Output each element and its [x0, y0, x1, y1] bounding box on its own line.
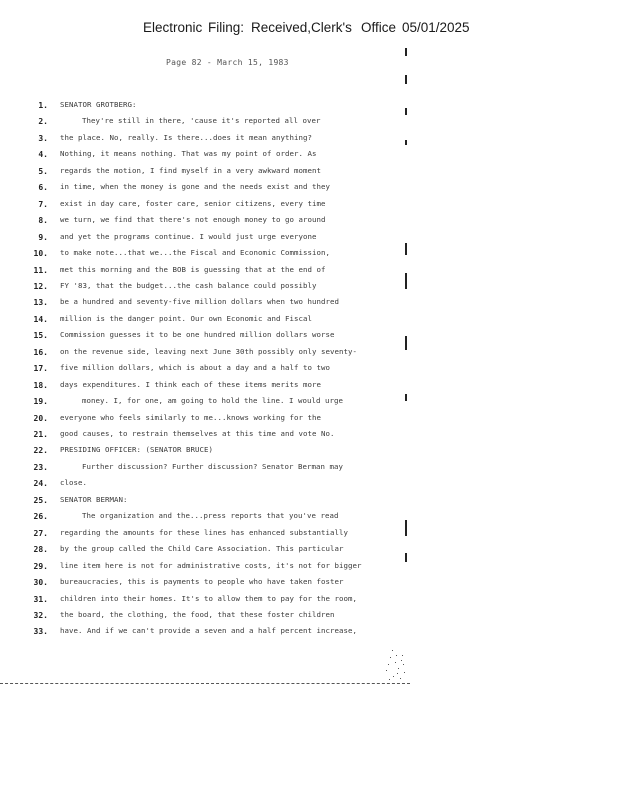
transcript-line: to make note...that we...the Fiscal and Economic Commission,	[60, 248, 330, 258]
stamp-date: 05/01/2025	[402, 20, 470, 35]
transcript-line: money. I, for one, am going to hold the line. I would urge	[82, 396, 343, 406]
margin-mark	[405, 520, 407, 536]
line-number: 23.	[33, 462, 48, 472]
transcript-line: on the revenue side, leaving next June 30th possibly only seventy-	[60, 346, 357, 356]
stamp-electronic: Electronic	[143, 20, 203, 35]
transcript-line: everyone who feels similarly to me...knows working for the	[60, 412, 321, 422]
page-bottom-edge	[0, 683, 410, 684]
speckle	[402, 655, 403, 656]
filing-stamp	[0, 20, 618, 40]
transcript-line: children into their homes. It's to allow them to pay for the room,	[60, 593, 357, 603]
transcript-line: SENATOR BERMAN:	[60, 494, 128, 504]
line-number: 30.	[33, 578, 48, 588]
transcript-line: met this morning and the BOB is guessing that at the end of	[60, 264, 326, 274]
transcript-line: million is the danger point. Our own Economic and Fiscal	[60, 313, 312, 323]
speckle	[386, 670, 387, 671]
stamp-filing: Filing:	[208, 20, 245, 35]
speckle	[396, 655, 397, 656]
line-number: 4.	[38, 150, 48, 160]
transcript-line: in time, when the money is gone and the needs exist and they	[60, 182, 330, 192]
transcript-line: the place. No, really. Is there...does it mean anything?	[60, 132, 312, 142]
line-number: 15.	[33, 331, 48, 341]
line-number: 5.	[38, 166, 48, 176]
line-number: 22.	[33, 446, 48, 456]
speckle	[393, 676, 394, 677]
transcript-line: good causes, to restrain themselves at this time and vote No.	[60, 429, 335, 438]
line-number: 17.	[33, 364, 48, 374]
transcript-line: by the group called the Child Care Association. This particular	[60, 544, 344, 554]
line-number: 19.	[33, 397, 48, 407]
line-number: 1.	[38, 101, 48, 110]
margin-mark	[405, 75, 407, 84]
line-number: 11.	[33, 265, 48, 275]
line-number: 31.	[33, 594, 48, 604]
margin-mark	[405, 273, 407, 289]
transcript-line: the board, the clothing, the food, that these foster children	[60, 609, 335, 619]
transcript-line: bureaucracies, this is payments to people who have taken foster	[60, 577, 344, 587]
margin-mark	[405, 140, 407, 145]
speckle	[397, 673, 398, 674]
line-number: 25.	[33, 495, 48, 505]
transcript-line: close.	[60, 478, 87, 488]
stamp-office: Office	[361, 20, 397, 35]
transcript-line: have. And if we can't provide a seven and a half percent increase,	[60, 626, 357, 636]
transcript-line: days expenditures. I think each of these items merits more	[60, 379, 321, 389]
page-header: Page 82 - March 15, 1983	[166, 58, 289, 67]
line-number: 7.	[38, 199, 48, 209]
margin-mark	[405, 553, 407, 562]
speckle	[403, 664, 404, 665]
transcript-line: FY '83, that the budget...the cash balance could possibly	[60, 280, 317, 290]
transcript-line: we turn, we find that there's not enough money to go around	[60, 215, 326, 225]
margin-mark	[405, 48, 407, 56]
margin-mark	[405, 243, 407, 255]
transcript-line: The organization and the...press reports that you've read	[82, 511, 339, 521]
transcript-line: line item here is not for administrative costs, it's not for bigger	[60, 560, 362, 570]
speckle	[392, 650, 393, 651]
speckle	[401, 660, 402, 661]
line-number: 32.	[33, 610, 48, 620]
margin-mark	[405, 394, 407, 401]
line-number: 20.	[33, 413, 48, 423]
transcript-line: They're still in there, 'cause it's reported all over	[82, 116, 321, 126]
line-number: 2.	[38, 117, 48, 127]
line-number: 9.	[38, 232, 48, 242]
transcript-line: regards the motion, I find myself in a very awkward moment	[60, 165, 321, 175]
line-number: 18.	[33, 380, 48, 390]
stamp-received: Received,Clerk's	[251, 20, 352, 35]
line-number: 6.	[38, 183, 48, 193]
line-number: 8.	[38, 216, 48, 226]
speckle	[395, 662, 396, 663]
speckle	[388, 664, 389, 665]
speckle	[390, 657, 391, 658]
line-number: 3.	[38, 133, 48, 143]
transcript-line: SENATOR GROTBERG:	[60, 100, 137, 109]
transcript-line: PRESIDING OFFICER: (SENATOR BRUCE)	[60, 445, 213, 455]
margin-mark	[405, 336, 407, 350]
line-number: 16.	[33, 347, 48, 357]
line-number: 27.	[33, 528, 48, 538]
speckle	[398, 668, 399, 669]
transcript-line: Further discussion? Further discussion? Senator Berman may	[82, 461, 343, 471]
speckle	[400, 678, 401, 679]
line-number: 14.	[33, 314, 48, 324]
line-number: 12.	[33, 281, 48, 291]
line-number: 28.	[33, 545, 48, 555]
line-number: 24.	[33, 479, 48, 489]
transcript-line: exist in day care, foster care, senior citizens, every time	[60, 198, 326, 208]
line-number: 10.	[33, 249, 48, 259]
margin-mark	[405, 108, 407, 115]
speckle	[389, 679, 390, 680]
transcript-line: Commission guesses it to be one hundred million dollars worse	[60, 330, 335, 340]
line-number: 29.	[33, 561, 48, 571]
transcript-line: regarding the amounts for these lines has enhanced substantially	[60, 527, 348, 537]
line-number: 13.	[33, 298, 48, 308]
transcript-line: and yet the programs continue. I would just urge everyone	[60, 231, 317, 241]
transcript-line: five million dollars, which is about a day and a half to two	[60, 363, 330, 373]
speckle	[404, 672, 405, 673]
transcript-line: Nothing, it means nothing. That was my point of order. As	[60, 149, 317, 159]
line-number: 26.	[33, 512, 48, 522]
line-number: 21.	[33, 430, 48, 439]
line-number: 33.	[33, 627, 48, 637]
transcript-line: be a hundred and seventy-five million dollars when two hundred	[60, 297, 339, 307]
